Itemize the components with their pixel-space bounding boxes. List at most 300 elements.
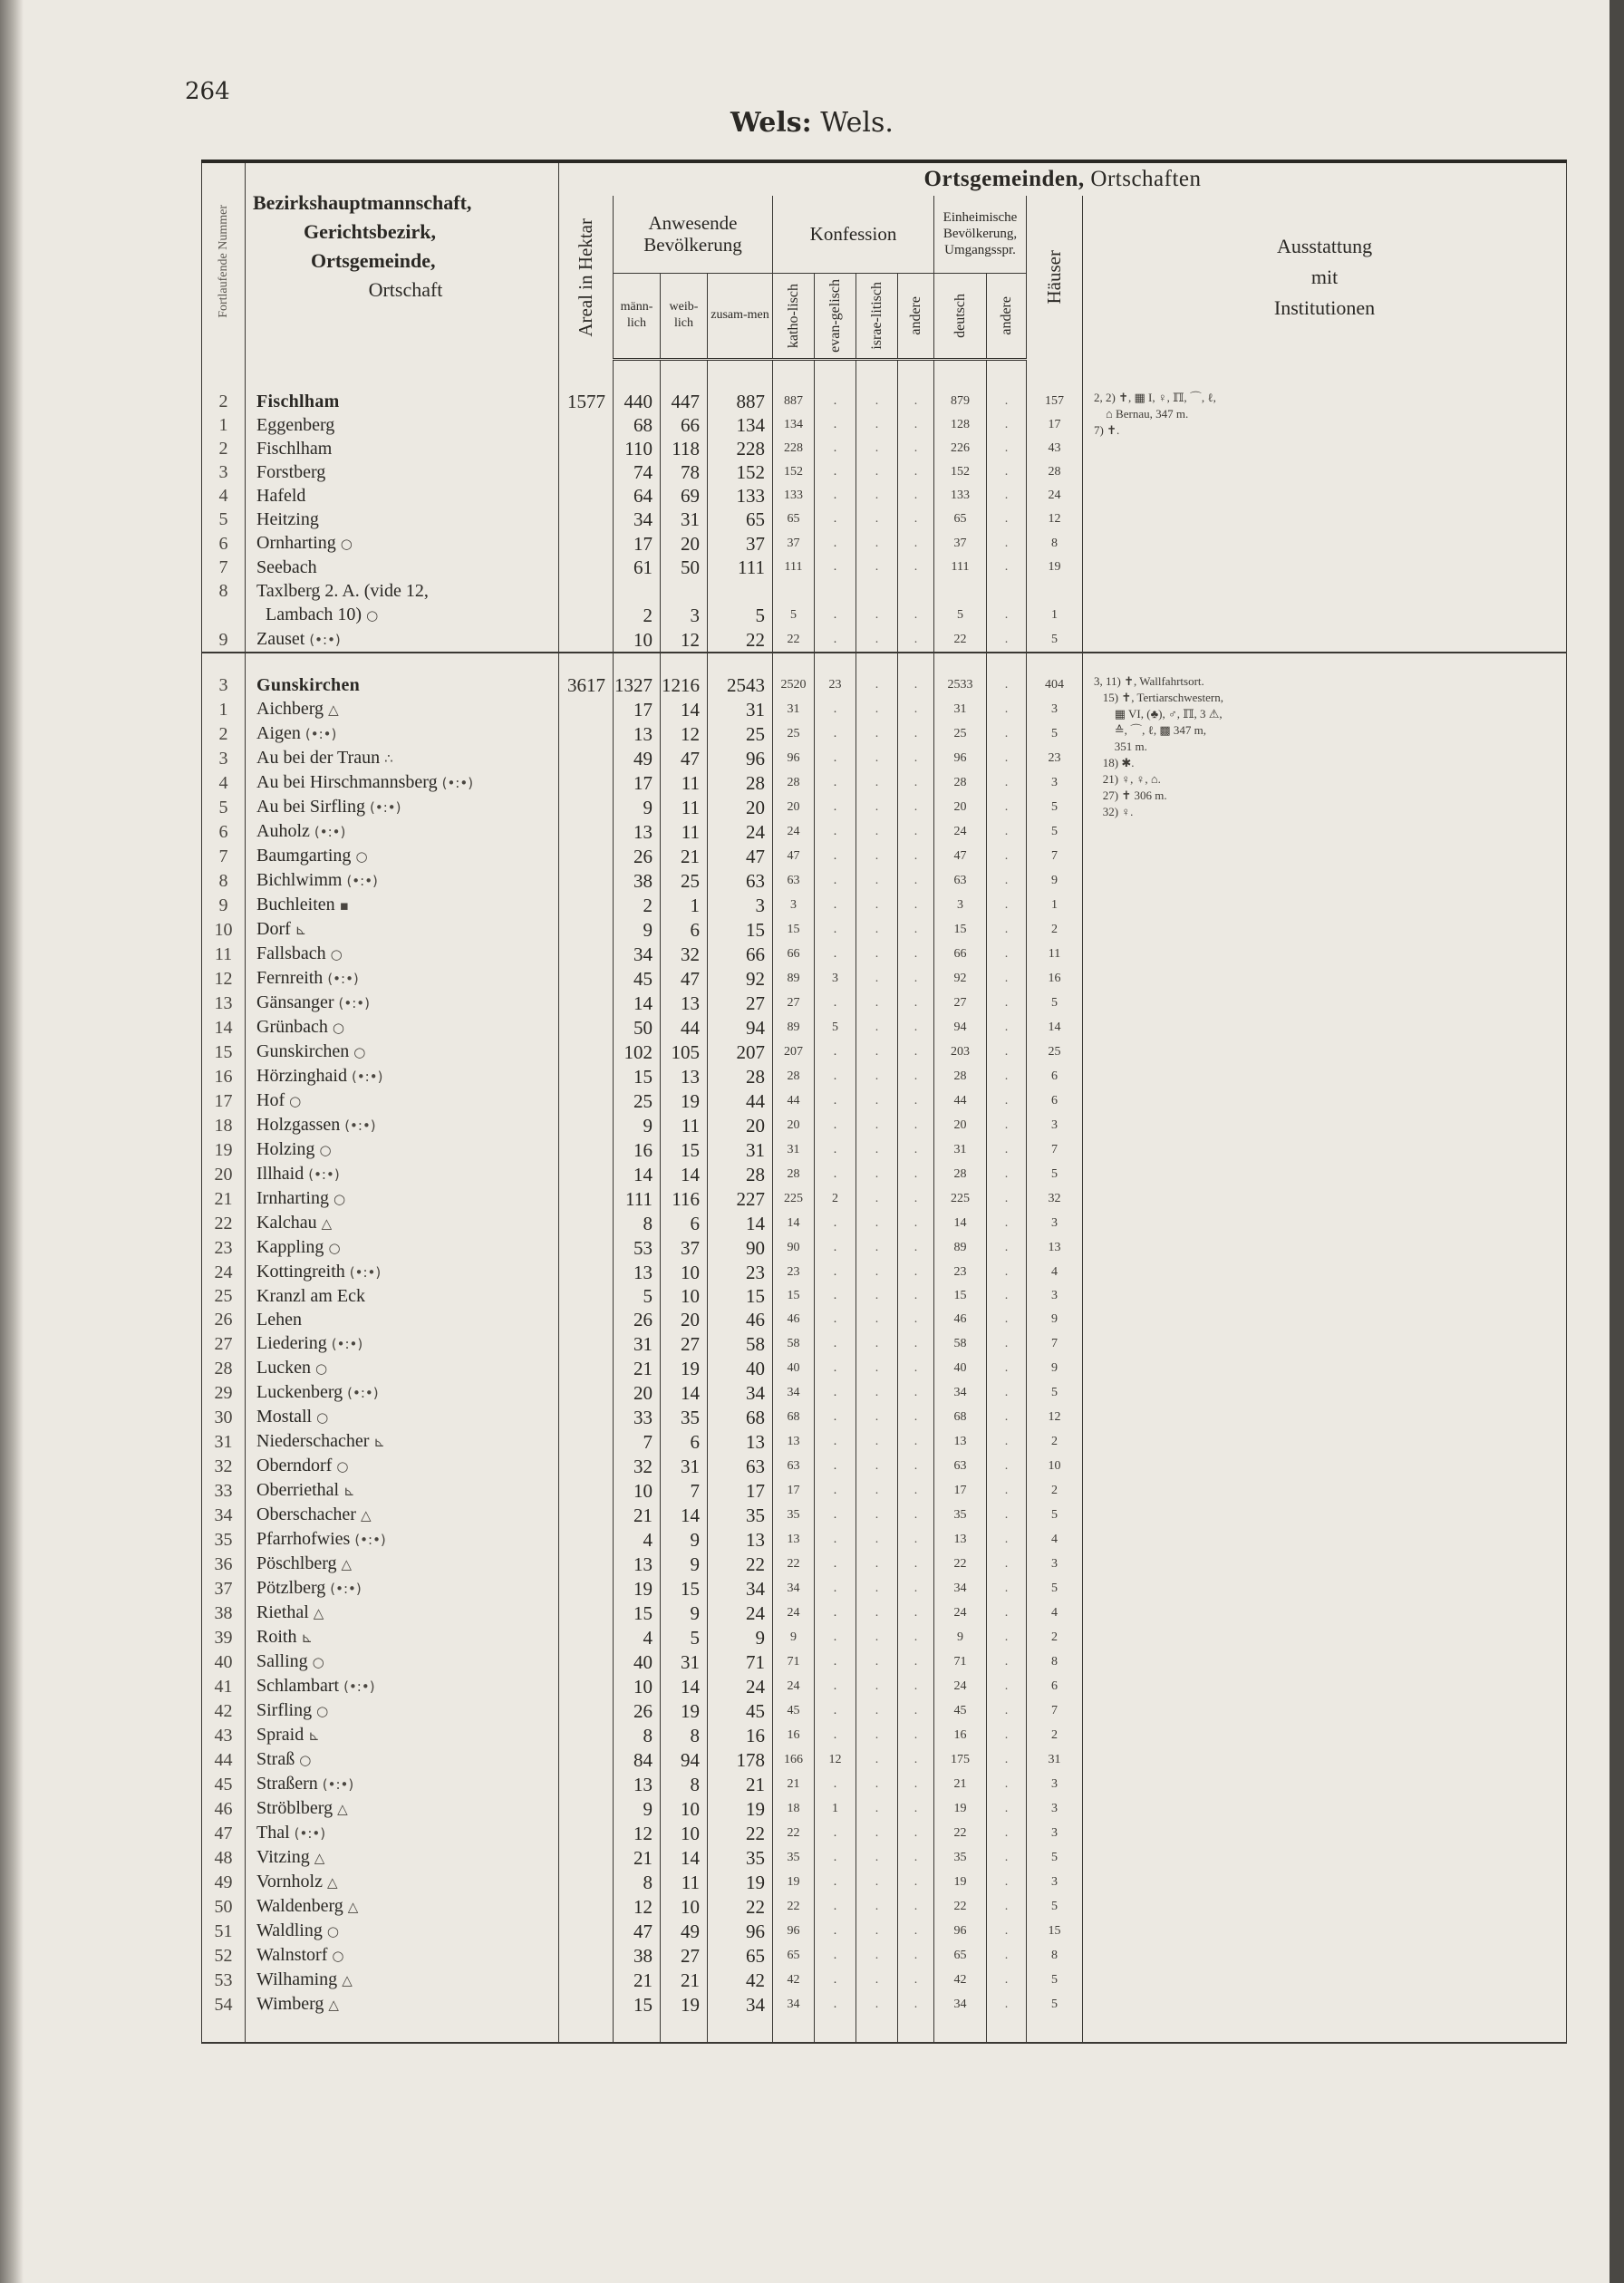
- ortschaft-name: [246, 1405, 559, 1429]
- ortschaft-weiblich: 14: [661, 1380, 708, 1405]
- ortschaft-katholisch: 15: [773, 1284, 815, 1308]
- ortschaft-zusammen: 22: [708, 1894, 773, 1919]
- ortschaft-andere-sprache: .: [987, 603, 1027, 627]
- ortschaft-number: 1: [202, 697, 246, 721]
- ortschaft-haeuser: 5: [1027, 721, 1083, 746]
- ortschaft-zusammen: 65: [708, 1943, 773, 1968]
- settlement-type-icon: ⊾: [343, 1482, 355, 1499]
- ortschaft-maennlich: 38: [614, 1943, 661, 1968]
- ortschaft-evangelisch: .: [815, 770, 856, 795]
- ortschaft-andere-sprache: .: [987, 819, 1027, 844]
- ortschaft-name-text: Oberndorf: [256, 1455, 333, 1475]
- ortschaft-andere-konfession: .: [898, 1845, 934, 1870]
- ortschaft-maennlich: 13: [614, 819, 661, 844]
- ortschaft-haeuser: 9: [1027, 1356, 1083, 1380]
- ortschaft-andere-konfession: .: [898, 531, 934, 556]
- ortschaft-israelitisch: .: [856, 1992, 898, 2017]
- ortschaft-deutsch: 47: [934, 844, 987, 868]
- ortschaft-name-text: Dorf: [256, 918, 291, 939]
- gemeinde-katholisch: 2520: [773, 666, 815, 697]
- ortschaft-israelitisch: .: [856, 1870, 898, 1894]
- ortschaft-andere-konfession: .: [898, 1821, 934, 1845]
- ortschaft-katholisch: 34: [773, 1380, 815, 1405]
- ortschaft-haeuser: 5: [1027, 1162, 1083, 1186]
- ortschaft-name: [246, 1137, 559, 1162]
- ortschaft-katholisch: 35: [773, 1503, 815, 1527]
- ortschaft-areal: [559, 579, 614, 603]
- ortschaft-andere-konfession: .: [898, 1796, 934, 1821]
- ortschaft-deutsch: 71: [934, 1649, 987, 1674]
- ortschaft-evangelisch: .: [815, 1601, 856, 1625]
- ortschaft-areal: [559, 1454, 614, 1478]
- ortschaft-katholisch: 22: [773, 1894, 815, 1919]
- ortschaft-areal: [559, 1331, 614, 1356]
- ortschaft-maennlich: 21: [614, 1845, 661, 1870]
- ortschaft-evangelisch: .: [815, 1478, 856, 1503]
- ortschaft-katholisch: 228: [773, 437, 815, 460]
- ortschaft-andere-sprache: .: [987, 966, 1027, 991]
- ortschaft-name-text: Auholz: [256, 820, 310, 841]
- ortschaft-number: 25: [202, 1284, 246, 1308]
- ortschaft-deutsch: 45: [934, 1698, 987, 1723]
- ortschaft-name-text: Niederschacher: [256, 1430, 370, 1451]
- ortschaft-weiblich: 20: [661, 531, 708, 556]
- ortschaft-haeuser: 3: [1027, 1870, 1083, 1894]
- ortschaft-maennlich: 15: [614, 1992, 661, 2017]
- ortschaft-name-text: Roith: [256, 1626, 297, 1647]
- ortschaft-haeuser: 23: [1027, 746, 1083, 770]
- ortschaft-deutsch: 58: [934, 1331, 987, 1356]
- ortschaft-katholisch: 19: [773, 1870, 815, 1894]
- ortschaft-name: [246, 1284, 559, 1308]
- ortschaft-andere-konfession: .: [898, 1186, 934, 1211]
- gemeinde-maennlich: 440: [614, 382, 661, 413]
- ortschaft-haeuser: 13: [1027, 1235, 1083, 1260]
- ortschaft-maennlich: 17: [614, 770, 661, 795]
- ortschaft-andere-konfession: .: [898, 1064, 934, 1088]
- ortschaft-name-text: Lambach 10): [256, 604, 362, 624]
- ortschaft-haeuser: 9: [1027, 868, 1083, 893]
- ortschaft-zusammen: 46: [708, 1308, 773, 1331]
- ortschaft-maennlich: 8: [614, 1870, 661, 1894]
- ortschaft-evangelisch: .: [815, 508, 856, 531]
- settlement-type-icon: △: [328, 1996, 339, 2013]
- ortschaft-deutsch: 94: [934, 1015, 987, 1040]
- ortschaft-deutsch: 19: [934, 1870, 987, 1894]
- ortschaft-deutsch: 35: [934, 1503, 987, 1527]
- ortschaft-number: 1: [202, 413, 246, 437]
- ortschaft-haeuser: 5: [1027, 1968, 1083, 1992]
- ortschaft-haeuser: 5: [1027, 1894, 1083, 1919]
- ortschaft-andere-sprache: .: [987, 1429, 1027, 1454]
- ortschaft-name: [246, 627, 559, 653]
- ortschaft-maennlich: 12: [614, 1894, 661, 1919]
- ortschaft-evangelisch: .: [815, 1454, 856, 1478]
- ortschaft-areal: [559, 1088, 614, 1113]
- ortschaft-katholisch: 35: [773, 1845, 815, 1870]
- ortschaft-areal: [559, 556, 614, 579]
- ortschaft-israelitisch: .: [856, 1162, 898, 1186]
- ortschaft-katholisch: 3: [773, 893, 815, 917]
- ortschaft-weiblich: 49: [661, 1919, 708, 1943]
- ortschaft-name: [246, 1723, 559, 1747]
- ortschaft-weiblich: 14: [661, 1674, 708, 1698]
- ortschaft-name: [246, 697, 559, 721]
- ortschaft-deutsch: 63: [934, 1454, 987, 1478]
- table-end-row: [202, 2017, 1567, 2043]
- ortschaft-israelitisch: .: [856, 868, 898, 893]
- group-separator: [202, 653, 1567, 666]
- settlement-type-icon: (•:•): [347, 1384, 379, 1401]
- header-deutsch: deutsch: [934, 273, 987, 359]
- scan-edge-right: [1610, 0, 1624, 2283]
- ortschaft-weiblich: 10: [661, 1894, 708, 1919]
- ortschaft-israelitisch: .: [856, 1186, 898, 1211]
- ortschaft-israelitisch: .: [856, 1308, 898, 1331]
- ortschaft-name-text: Vornholz: [256, 1871, 323, 1891]
- ortschaft-andere-sprache: .: [987, 556, 1027, 579]
- ortschaft-andere-konfession: .: [898, 1674, 934, 1698]
- ortschaft-areal: [559, 1186, 614, 1211]
- ortschaft-evangelisch: .: [815, 603, 856, 627]
- ortschaft-katholisch: 15: [773, 917, 815, 942]
- ortschaft-israelitisch: .: [856, 1552, 898, 1576]
- ortschaft-andere-konfession: .: [898, 1698, 934, 1723]
- ortschaft-maennlich: 15: [614, 1601, 661, 1625]
- ortschaft-israelitisch: .: [856, 1503, 898, 1527]
- ortschaft-name: [246, 746, 559, 770]
- ortschaft-number: 32: [202, 1454, 246, 1478]
- ortschaft-areal: [559, 1356, 614, 1380]
- ortschaft-name-text: Pötzlberg: [256, 1577, 326, 1598]
- ortschaft-areal: [559, 1821, 614, 1845]
- ortschaft-andere-konfession: .: [898, 1943, 934, 1968]
- ortschaft-name: [246, 795, 559, 819]
- ortschaft-israelitisch: .: [856, 1649, 898, 1674]
- ortschaft-name-text: Liedering: [256, 1332, 327, 1353]
- ortschaft-deutsch: 128: [934, 413, 987, 437]
- ortschaft-evangelisch: .: [815, 1552, 856, 1576]
- ortschaft-number: 46: [202, 1796, 246, 1821]
- ortschaft-name: [246, 413, 559, 437]
- ortschaft-andere-konfession: .: [898, 721, 934, 746]
- ortschaft-evangelisch: 3: [815, 966, 856, 991]
- ortschaft-name-text: Pöschlberg: [256, 1553, 337, 1573]
- settlement-type-icon: (•:•): [354, 1531, 386, 1548]
- ortschaft-name: [246, 1211, 559, 1235]
- ortschaft-haeuser: 5: [1027, 1992, 1083, 2017]
- ortschaft-katholisch: 152: [773, 460, 815, 484]
- ortschaft-andere-konfession: .: [898, 1308, 934, 1331]
- ortschaft-name-text: Oberschacher: [256, 1504, 356, 1524]
- ortschaft-weiblich: 11: [661, 795, 708, 819]
- gemeinde-israelitisch: .: [856, 382, 898, 413]
- ortschaft-deutsch: 31: [934, 697, 987, 721]
- ortschaft-name-text: Irnharting: [256, 1187, 329, 1208]
- ortschaft-areal: [559, 1796, 614, 1821]
- ortschaft-evangelisch: .: [815, 1845, 856, 1870]
- gemeinde-zusammen: 887: [708, 382, 773, 413]
- ortschaft-deutsch: 31: [934, 1137, 987, 1162]
- ortschaft-zusammen: 24: [708, 1601, 773, 1625]
- header-einheimische: Einheimische Bevölkerung, Umgangsspr.: [934, 196, 1027, 273]
- ortschaft-israelitisch: .: [856, 795, 898, 819]
- ortschaft-israelitisch: .: [856, 770, 898, 795]
- ortschaft-name-text: Lehen: [256, 1309, 302, 1330]
- gemeinde-ausstattung: [1083, 382, 1567, 653]
- census-table: [201, 160, 1567, 2044]
- ortschaft-haeuser: 7: [1027, 1331, 1083, 1356]
- ortschaft-deutsch: 133: [934, 484, 987, 508]
- ortschaft-haeuser: 5: [1027, 1503, 1083, 1527]
- ortschaft-name-text: Au bei Sirfling: [256, 796, 365, 817]
- ortschaft-evangelisch: .: [815, 1429, 856, 1454]
- ortschaft-haeuser: 1: [1027, 893, 1083, 917]
- ortschaft-weiblich: 19: [661, 1088, 708, 1113]
- ortschaft-andere-konfession: .: [898, 1723, 934, 1747]
- ortschaft-number: 49: [202, 1870, 246, 1894]
- ortschaft-katholisch: 34: [773, 1992, 815, 2017]
- ortschaft-deutsch: 63: [934, 868, 987, 893]
- ortschaft-areal: [559, 1260, 614, 1284]
- gemeinde-name: [246, 666, 559, 697]
- ortschaft-zusammen: 133: [708, 484, 773, 508]
- ortschaft-evangelisch: .: [815, 819, 856, 844]
- ortschaft-andere-sprache: .: [987, 460, 1027, 484]
- ortschaft-weiblich: 8: [661, 1772, 708, 1796]
- ortschaft-weiblich: 15: [661, 1576, 708, 1601]
- ortschaft-weiblich: 10: [661, 1821, 708, 1845]
- ortschaft-israelitisch: .: [856, 1796, 898, 1821]
- ortschaft-weiblich: 9: [661, 1601, 708, 1625]
- ortschaft-maennlich: 111: [614, 1186, 661, 1211]
- ortschaft-zusammen: [708, 579, 773, 603]
- ortschaft-deutsch: 24: [934, 1674, 987, 1698]
- header-haeuser: Häuser: [1027, 196, 1083, 359]
- ortschaft-areal: [559, 966, 614, 991]
- ortschaft-israelitisch: .: [856, 1235, 898, 1260]
- ortschaft-katholisch: 17: [773, 1478, 815, 1503]
- ortschaft-weiblich: 11: [661, 770, 708, 795]
- ortschaft-name: [246, 531, 559, 556]
- ortschaft-evangelisch: .: [815, 795, 856, 819]
- ortschaft-number: 9: [202, 893, 246, 917]
- ortschaft-areal: [559, 1698, 614, 1723]
- ortschaft-areal: [559, 437, 614, 460]
- ortschaft-weiblich: 47: [661, 966, 708, 991]
- ortschaft-maennlich: 26: [614, 1308, 661, 1331]
- settlement-type-icon: △: [342, 1971, 353, 1988]
- ortschaft-katholisch: 71: [773, 1649, 815, 1674]
- ortschaft-name: [246, 917, 559, 942]
- ortschaft-zusammen: 19: [708, 1870, 773, 1894]
- ortschaft-name: [246, 819, 559, 844]
- ortschaft-katholisch: 44: [773, 1088, 815, 1113]
- ortschaft-name-text: Lucken: [256, 1357, 311, 1378]
- ortschaft-name-text: Wilhaming: [256, 1969, 338, 1989]
- ortschaft-andere-sprache: .: [987, 1747, 1027, 1772]
- ortschaft-katholisch: 14: [773, 1211, 815, 1235]
- ortschaft-evangelisch: .: [815, 893, 856, 917]
- ortschaft-name: [246, 991, 559, 1015]
- ortschaft-weiblich: 32: [661, 942, 708, 966]
- ortschaft-evangelisch: .: [815, 1308, 856, 1331]
- ortschaft-name: [246, 1552, 559, 1576]
- ortschaft-deutsch: 13: [934, 1527, 987, 1552]
- ortschaft-number: 39: [202, 1625, 246, 1649]
- ausstattung-line: 3, 11) ✝, Wallfahrtsort.: [1094, 673, 1204, 688]
- ortschaft-deutsch: [934, 579, 987, 603]
- ortschaft-number: 23: [202, 1235, 246, 1260]
- ortschaft-andere-sprache: .: [987, 508, 1027, 531]
- ortschaft-katholisch: 40: [773, 1356, 815, 1380]
- ortschaft-israelitisch: .: [856, 1601, 898, 1625]
- ortschaft-andere-konfession: .: [898, 1331, 934, 1356]
- ortschaft-areal: [559, 1113, 614, 1137]
- ortschaft-israelitisch: .: [856, 1919, 898, 1943]
- ortschaft-andere-konfession: .: [898, 1162, 934, 1186]
- ortschaft-andere-konfession: .: [898, 484, 934, 508]
- ortschaft-maennlich: 12: [614, 1821, 661, 1845]
- settlement-type-icon: (•:•): [441, 774, 474, 791]
- ortschaft-andere-sprache: .: [987, 1943, 1027, 1968]
- ortschaft-name: [246, 1478, 559, 1503]
- ortschaft-haeuser: 19: [1027, 556, 1083, 579]
- header-ortsgemeinden: Ortsgemeinden, Ortschaften: [559, 161, 1567, 196]
- ortschaft-katholisch: 207: [773, 1040, 815, 1064]
- ortschaft-name: [246, 770, 559, 795]
- ortschaft-andere-sprache: .: [987, 844, 1027, 868]
- ortschaft-andere-konfession: .: [898, 1870, 934, 1894]
- settlement-type-icon: △: [337, 1800, 348, 1817]
- ortschaft-name: [246, 1260, 559, 1284]
- ortschaft-number: 34: [202, 1503, 246, 1527]
- ortschaft-zusammen: 63: [708, 1454, 773, 1478]
- settlement-type-icon: (•:•): [314, 823, 346, 840]
- ortschaft-katholisch: 21: [773, 1772, 815, 1796]
- ortschaft-evangelisch: .: [815, 1968, 856, 1992]
- ortschaft-maennlich: 53: [614, 1235, 661, 1260]
- ortschaft-zusammen: 134: [708, 413, 773, 437]
- ortschaft-deutsch: 16: [934, 1723, 987, 1747]
- ortschaft-haeuser: 3: [1027, 1113, 1083, 1137]
- ortschaft-weiblich: 14: [661, 1162, 708, 1186]
- page-title: [0, 107, 1624, 139]
- ortschaft-katholisch: 65: [773, 1943, 815, 1968]
- ortschaft-maennlich: 102: [614, 1040, 661, 1064]
- ortschaft-name: [246, 1356, 559, 1380]
- ortschaft-israelitisch: .: [856, 746, 898, 770]
- ortschaft-name: [246, 1113, 559, 1137]
- ortschaft-maennlich: 21: [614, 1968, 661, 1992]
- ortschaft-maennlich: 25: [614, 1088, 661, 1113]
- ortschaft-katholisch: 22: [773, 1821, 815, 1845]
- ortschaft-maennlich: 4: [614, 1527, 661, 1552]
- ortschaft-number: 5: [202, 795, 246, 819]
- ortschaft-name: [246, 1429, 559, 1454]
- ortschaft-andere-konfession: .: [898, 697, 934, 721]
- ortschaft-zusammen: 34: [708, 1380, 773, 1405]
- ortschaft-maennlich: 9: [614, 795, 661, 819]
- ortschaft-deutsch: 40: [934, 1356, 987, 1380]
- ortschaft-haeuser: 5: [1027, 819, 1083, 844]
- ortschaft-name: [246, 1064, 559, 1088]
- ortschaft-andere-konfession: .: [898, 1552, 934, 1576]
- ortschaft-areal: [559, 627, 614, 653]
- ortschaft-number: 16: [202, 1064, 246, 1088]
- ortschaft-zusammen: 35: [708, 1503, 773, 1527]
- ortschaft-haeuser: 12: [1027, 508, 1083, 531]
- ortschaft-number: 41: [202, 1674, 246, 1698]
- ortschaft-number: 14: [202, 1015, 246, 1040]
- ortschaft-andere-konfession: .: [898, 1625, 934, 1649]
- ortschaft-haeuser: 3: [1027, 697, 1083, 721]
- ortschaft-haeuser: 24: [1027, 484, 1083, 508]
- ortschaft-andere-konfession: .: [898, 437, 934, 460]
- ortschaft-andere-konfession: .: [898, 1405, 934, 1429]
- ortschaft-number: 12: [202, 966, 246, 991]
- ortschaft-name: [246, 1992, 559, 2017]
- ortschaft-maennlich: 9: [614, 1113, 661, 1137]
- ortschaft-andere-sprache: .: [987, 1845, 1027, 1870]
- ortschaft-deutsch: 22: [934, 627, 987, 653]
- ortschaft-andere-konfession: .: [898, 1527, 934, 1552]
- ortschaft-maennlich: 4: [614, 1625, 661, 1649]
- ortschaft-deutsch: 28: [934, 1162, 987, 1186]
- ortschaft-zusammen: 92: [708, 966, 773, 991]
- ortschaft-weiblich: 19: [661, 1356, 708, 1380]
- ortschaft-name: [246, 508, 559, 531]
- ortschaft-name-text: Hörzinghaid: [256, 1065, 347, 1086]
- ortschaft-maennlich: 21: [614, 1356, 661, 1380]
- ortschaft-zusammen: 34: [708, 1992, 773, 2017]
- ortschaft-andere-sprache: .: [987, 627, 1027, 653]
- header-maennlich: männ-lich: [614, 273, 661, 359]
- ortschaft-katholisch: 20: [773, 1113, 815, 1137]
- ortschaft-andere-konfession: .: [898, 1015, 934, 1040]
- ortschaft-maennlich: 21: [614, 1503, 661, 1527]
- ortschaft-haeuser: 5: [1027, 1380, 1083, 1405]
- ortschaft-maennlich: 10: [614, 627, 661, 653]
- ortschaft-evangelisch: .: [815, 1380, 856, 1405]
- ortschaft-name-text: Kottingreith: [256, 1261, 345, 1282]
- ortschaft-maennlich: 26: [614, 1698, 661, 1723]
- ortschaft-maennlich: 110: [614, 437, 661, 460]
- ortschaft-maennlich: 14: [614, 991, 661, 1015]
- settlement-type-icon: ○: [299, 1751, 312, 1768]
- ortschaft-deutsch: 19: [934, 1796, 987, 1821]
- ortschaft-name-text: Fischlham: [256, 438, 333, 459]
- ortschaft-weiblich: 12: [661, 627, 708, 653]
- ortschaft-zusammen: 90: [708, 1235, 773, 1260]
- ortschaft-deutsch: 92: [934, 966, 987, 991]
- ortschaft-number: 53: [202, 1968, 246, 1992]
- ortschaft-andere-sprache: .: [987, 1260, 1027, 1284]
- ortschaft-zusammen: 96: [708, 1919, 773, 1943]
- ortschaft-deutsch: 15: [934, 917, 987, 942]
- ortschaft-areal: [559, 1576, 614, 1601]
- ortschaft-name: [246, 1821, 559, 1845]
- ortschaft-zusammen: 47: [708, 844, 773, 868]
- ortschaft-name: [246, 942, 559, 966]
- ortschaft-number: 30: [202, 1405, 246, 1429]
- ortschaft-evangelisch: .: [815, 1821, 856, 1845]
- ortschaft-deutsch: 203: [934, 1040, 987, 1064]
- ortschaft-areal: [559, 1162, 614, 1186]
- ortschaft-areal: [559, 1845, 614, 1870]
- ortschaft-andere-sprache: .: [987, 746, 1027, 770]
- ortschaft-israelitisch: .: [856, 460, 898, 484]
